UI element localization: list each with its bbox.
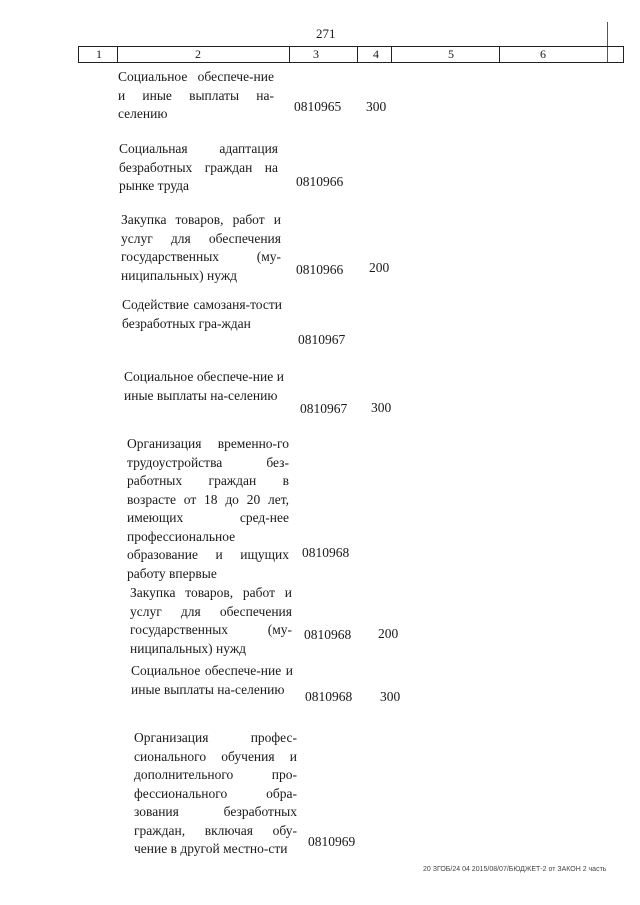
- row-code: 0810967: [298, 332, 346, 347]
- row-description: Социальное обеспече-ние и иные выплаты на-селению: [131, 663, 293, 697]
- row-description: Организация временно-го трудоустройства без-работных граждан в возрасте от 18 до 20 лет, имеющих сред-нее профессиональное образование и ищущих работу впервые: [127, 436, 289, 581]
- row-description: Содействие самозаня-тости безработных гра-ждан: [122, 297, 282, 331]
- row-description: Организация профес-сионального обучения и дополнительного про-фессионального обра-зования безработных граждан, включая обу-чение в другой местно-сти: [134, 730, 297, 856]
- column-separator: [357, 47, 358, 62]
- row-code: 0810968: [305, 689, 353, 704]
- column-header-2: 2: [195, 47, 201, 61]
- row-description: Закупка товаров, работ и услуг для обеспечения государственных (му-ниципальных) нужд: [130, 585, 292, 656]
- row-code: 0810967: [300, 401, 348, 416]
- row-code: 0810968: [302, 545, 350, 560]
- column-header-4: 4: [373, 47, 379, 61]
- column-header-6: 6: [540, 47, 546, 61]
- row-description: Социальная адаптация безработных граждан на рынке труда: [119, 141, 278, 193]
- row-code: 0810966: [296, 174, 344, 189]
- row-code: 0810969: [308, 834, 356, 849]
- row-code: 0810968: [304, 627, 352, 642]
- column-separator: [117, 47, 118, 62]
- row-code: 0810966: [296, 262, 344, 277]
- column-header-5: 5: [448, 47, 454, 61]
- row-description: Закупка товаров, работ и услуг для обеспечения государственных (му-ниципальных) нужд: [121, 212, 281, 283]
- column-header-3: 3: [313, 47, 319, 61]
- column-separator: [499, 47, 500, 62]
- row-description: Социальное обеспече-ние и иные выплаты на-селению: [124, 369, 284, 403]
- row-code: 0810965: [294, 99, 342, 114]
- footer-file-stamp: 20 ЗГОБ/24 04 2015/08/07/БЮДЖЕТ-2 от ЗАКОН 2 часть: [423, 866, 607, 873]
- column-separator: [391, 47, 392, 62]
- row-description: Социальное обеспече-ние и иные выплаты на-селению: [118, 69, 274, 121]
- column-header-1: 1: [96, 47, 102, 61]
- row-kind: 200: [369, 260, 390, 275]
- row-kind: 200: [378, 626, 399, 641]
- row-kind: 300: [366, 99, 387, 114]
- page-number: 271: [316, 26, 336, 41]
- column-header-row: [78, 46, 624, 63]
- column-separator: [289, 47, 290, 62]
- row-kind: 300: [371, 400, 392, 415]
- row-kind: 300: [380, 689, 401, 704]
